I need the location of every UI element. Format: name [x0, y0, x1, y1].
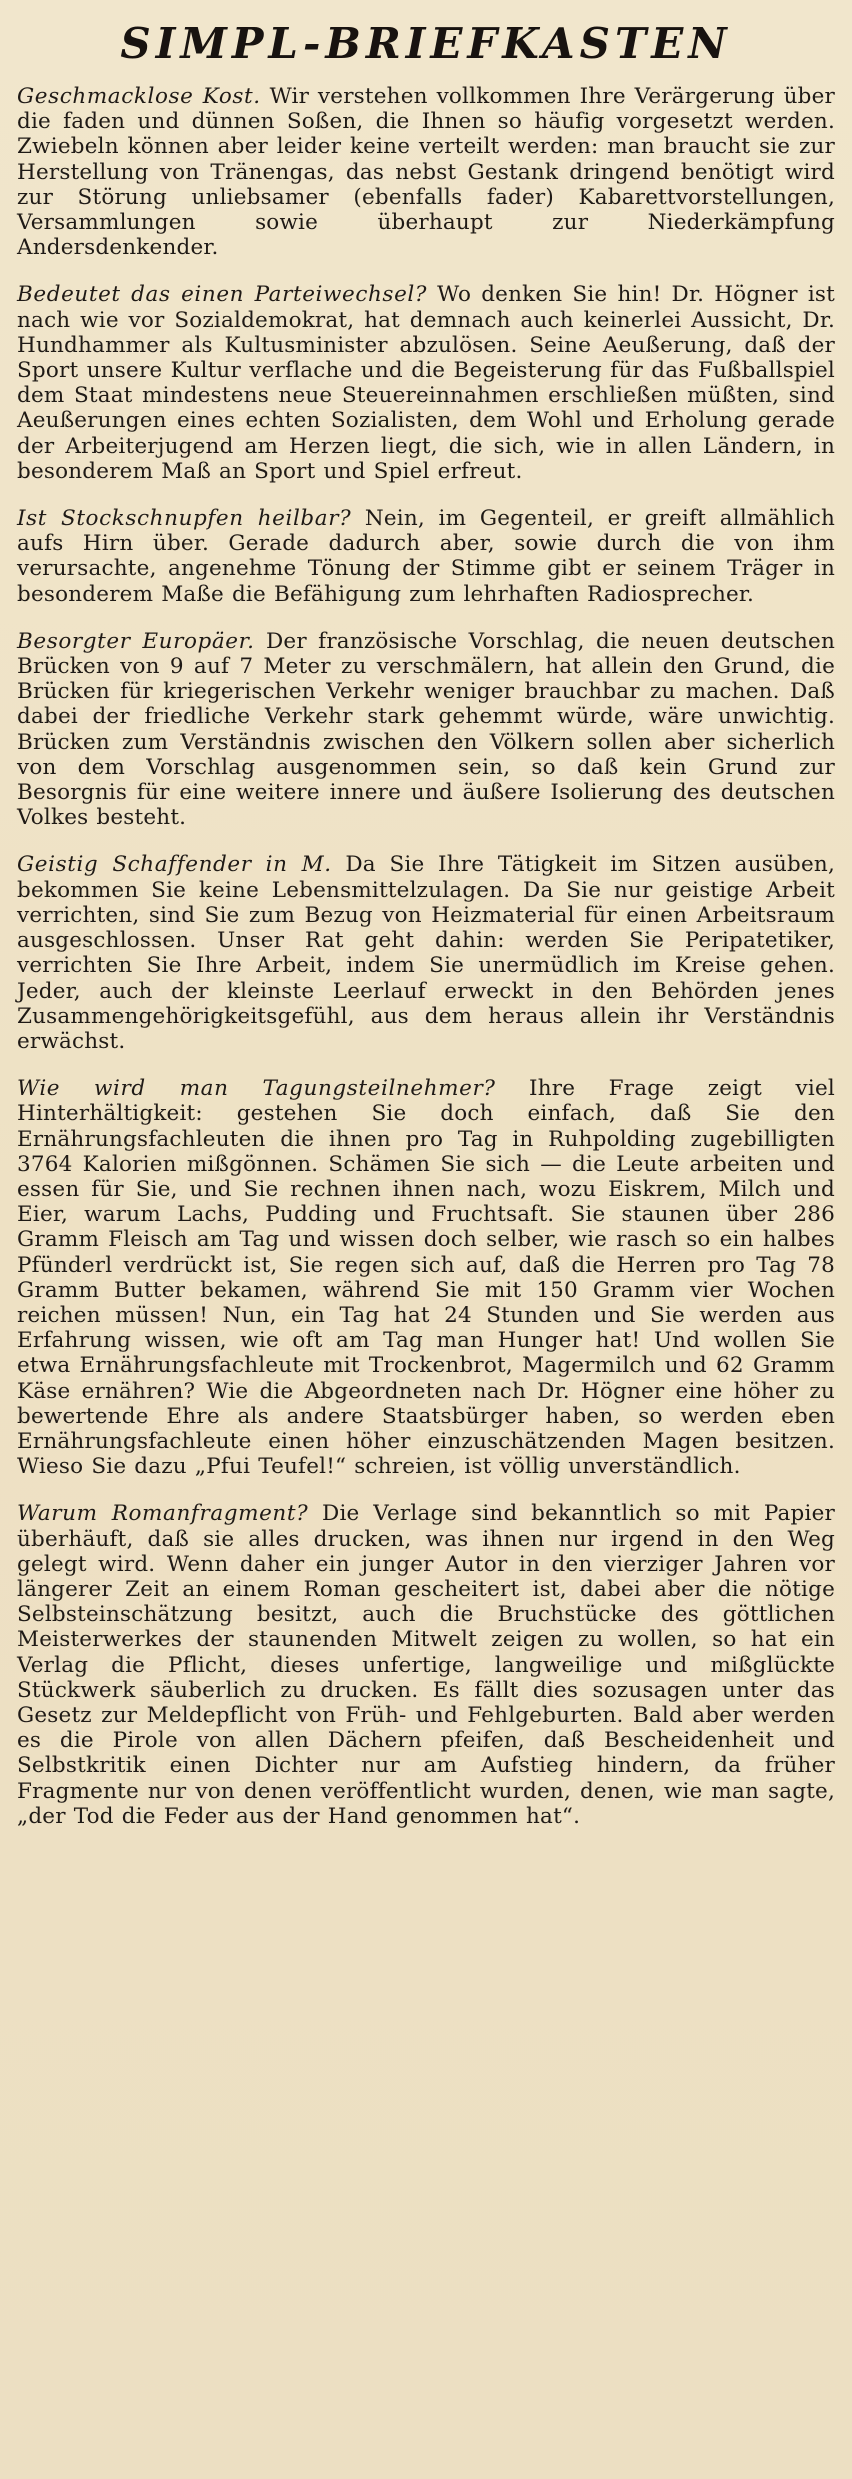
letter-topic: Bedeutet das einen Parteiwechsel?: [17, 282, 427, 308]
letter-entry: [17, 629, 835, 831]
letter-entry: [17, 1076, 835, 1479]
letter-topic: Geistig Schaffender in M.: [17, 852, 332, 878]
letter-entry: [17, 84, 835, 260]
letter-answer: Der französische Vorschlag, die neuen deutschen Brücken von 9 auf 7 Meter zu verschmälern, hat allein den Grund, die Brücken für kriegerischen Verkehr weniger brauchbar zu machen. Daß dabei der friedliche Verkehr stark gehemmt würde, wäre unwichtig. Brücken zum Verständnis zwischen den Völkern sollen aber sicherlich von dem Vorschlag ausgenommen sein, so daß kein Grund zur Besorgnis für eine weitere innere und äußere Isolierung des deutschen Volkes besteht.: [17, 628, 835, 831]
letter-entry: [17, 1501, 835, 1829]
letter-answer: Nein, im Gegenteil, er greift allmählich aufs Hirn über. Gerade dadurch aber, sowie durch die von ihm verursachte, angenehme Tönung der Stimme gibt er seinem Träger in besonderem Maße die Befähigung zum lehrhaften Radiosprecher.: [17, 506, 835, 607]
letter-answer: Wir verstehen vollkommen Ihre Verärgerung über die faden und dünnen Soßen, die Ihnen so häufig vorgesetzt werden. Zwiebeln können aber leider keine verteilt werden: man braucht sie zur Herstellung von Tränengas, das nebst Gestank dringend benötigt wird zur Störung unliebsamer (ebenfalls fader) Kabarettvorstellungen, Versammlungen sowie überhaupt zur Niederkämpfung Andersdenkender.: [17, 84, 835, 261]
letter-topic: Ist Stockschnupfen heilbar?: [17, 506, 352, 532]
letter-entry: [17, 506, 835, 607]
letter-entry: [17, 282, 835, 484]
letter-topic: Besorgter Europäer.: [17, 628, 255, 654]
letter-answer: Da Sie Ihre Tätigkeit im Sitzen ausüben, bekommen Sie keine Lebensmittelzulagen. Da Sie nur geistige Arbeit verrichten, sind Sie zum Bezug von Heizmaterial für einen Arbeitsraum ausgeschlossen. Unser Rat geht dahin: werden Sie Peripatetiker, verrichten Sie Ihre Arbeit, indem Sie unermüdlich im Kreise gehen. Jeder, auch der kleinste Leerlauf erweckt in den Behörden jenes Zusammengehörigkeitsgefühl, aus dem heraus allein ihr Verständnis erwächst.: [17, 852, 835, 1054]
letter-topic: Wie wird man Tagungsteilnehmer?: [17, 1076, 496, 1102]
letter-topic: Geschmacklose Kost.: [17, 84, 261, 109]
letter-answer: Ihre Frage zeigt viel Hinterhältigkeit: gestehen Sie doch einfach, daß Sie den Ernährungsfachleuten die ihnen pro Tag in Ruhpolding zugebilligten 3764 Kalorien mißgönnen. Schämen Sie sich — die Leute arbeiten und essen für Sie, und Sie rechnen ihnen nach, wozu Eiskrem, Milch und Eier, warum Lachs, Pudding und Fruchtsaft. Sie staunen über 286 Gramm Fleisch am Tag und wissen doch selber, wie rasch so ein halbes Pfünderl verdrückt ist, Sie regen sich auf, daß die Herren pro Tag 78 Gramm Butter bekamen, während Sie mit 150 Gramm vier Wochen reichen müssen! Nun, ein Tag hat 24 Stunden und Sie werden aus Erfahrung wissen, wie oft am Tag man Hunger hat! Und wollen Sie etwa Ernährungsfachleute mit Trockenbrot, Magermilch und 62 Gramm Käse ernähren? Wie die Abgeordneten nach Dr. Högner eine höher zu bewertende Ehre als andere Staatsbürger haben, so werden eben Ernährungsfachleute einen höher einzuschätzenden Magen besitzen. Wieso Sie dazu „Pfui Teufel!“ schreien, ist völlig unverständlich.: [17, 1076, 835, 1480]
masthead-title: SIMPL-BRIEFKASTEN: [120, 19, 732, 68]
letter-answer: Die Verlage sind bekanntlich so mit Papier überhäuft, daß sie alles drucken, was ihnen nur irgend in den Weg gelegt wird. Wenn daher ein junger Autor in den vierziger Jahren vor längerer Zeit an einem Roman gescheitert ist, dabei aber die nötige Selbsteinschätzung besitzt, auch die Bruchstücke des göttlichen Meisterwerkes der staunenden Mitwelt zeigen zu wollen, so hat ein Verlag die Pflicht, dieses unfertige, langweilige und mißglückte Stückwerk säuberlich zu drucken. Es fällt dies sozusagen unter das Gesetz zur Meldepflicht von Früh- und Fehlgeburten. Bald aber werden es die Pirole von allen Dächern pfeifen, daß Bescheidenheit und Selbstkritik einen Dichter nur am Aufstieg hindern, da früher Fragmente nur von denen veröffentlicht wurden, denen, wie man sagte, „der Tod die Feder aus der Hand genommen hat“.: [17, 1501, 835, 1829]
letter-answer: Wo denken Sie hin! Dr. Högner ist nach wie vor Sozialdemokrat, hat demnach auch keinerlei Aussicht, Dr. Hundhammer als Kultusminister abzulösen. Seine Aeußerung, daß der Sport unsere Kultur verflache und die Begeisterung für das Fußballspiel dem Staat mindestens neue Steuereinnahmen erschließen müßten, sind Aeußerungen eines echten Sozialisten, dem Wohl und Erholung gerade der Arbeiterjugend am Herzen liegt, die sich, wie in allen Ländern, in besonderem Maß an Sport und Spiel erfreut.: [17, 282, 835, 484]
letter-entry: [17, 852, 835, 1054]
letter-topic: Warum Romanfragment?: [17, 1501, 309, 1527]
